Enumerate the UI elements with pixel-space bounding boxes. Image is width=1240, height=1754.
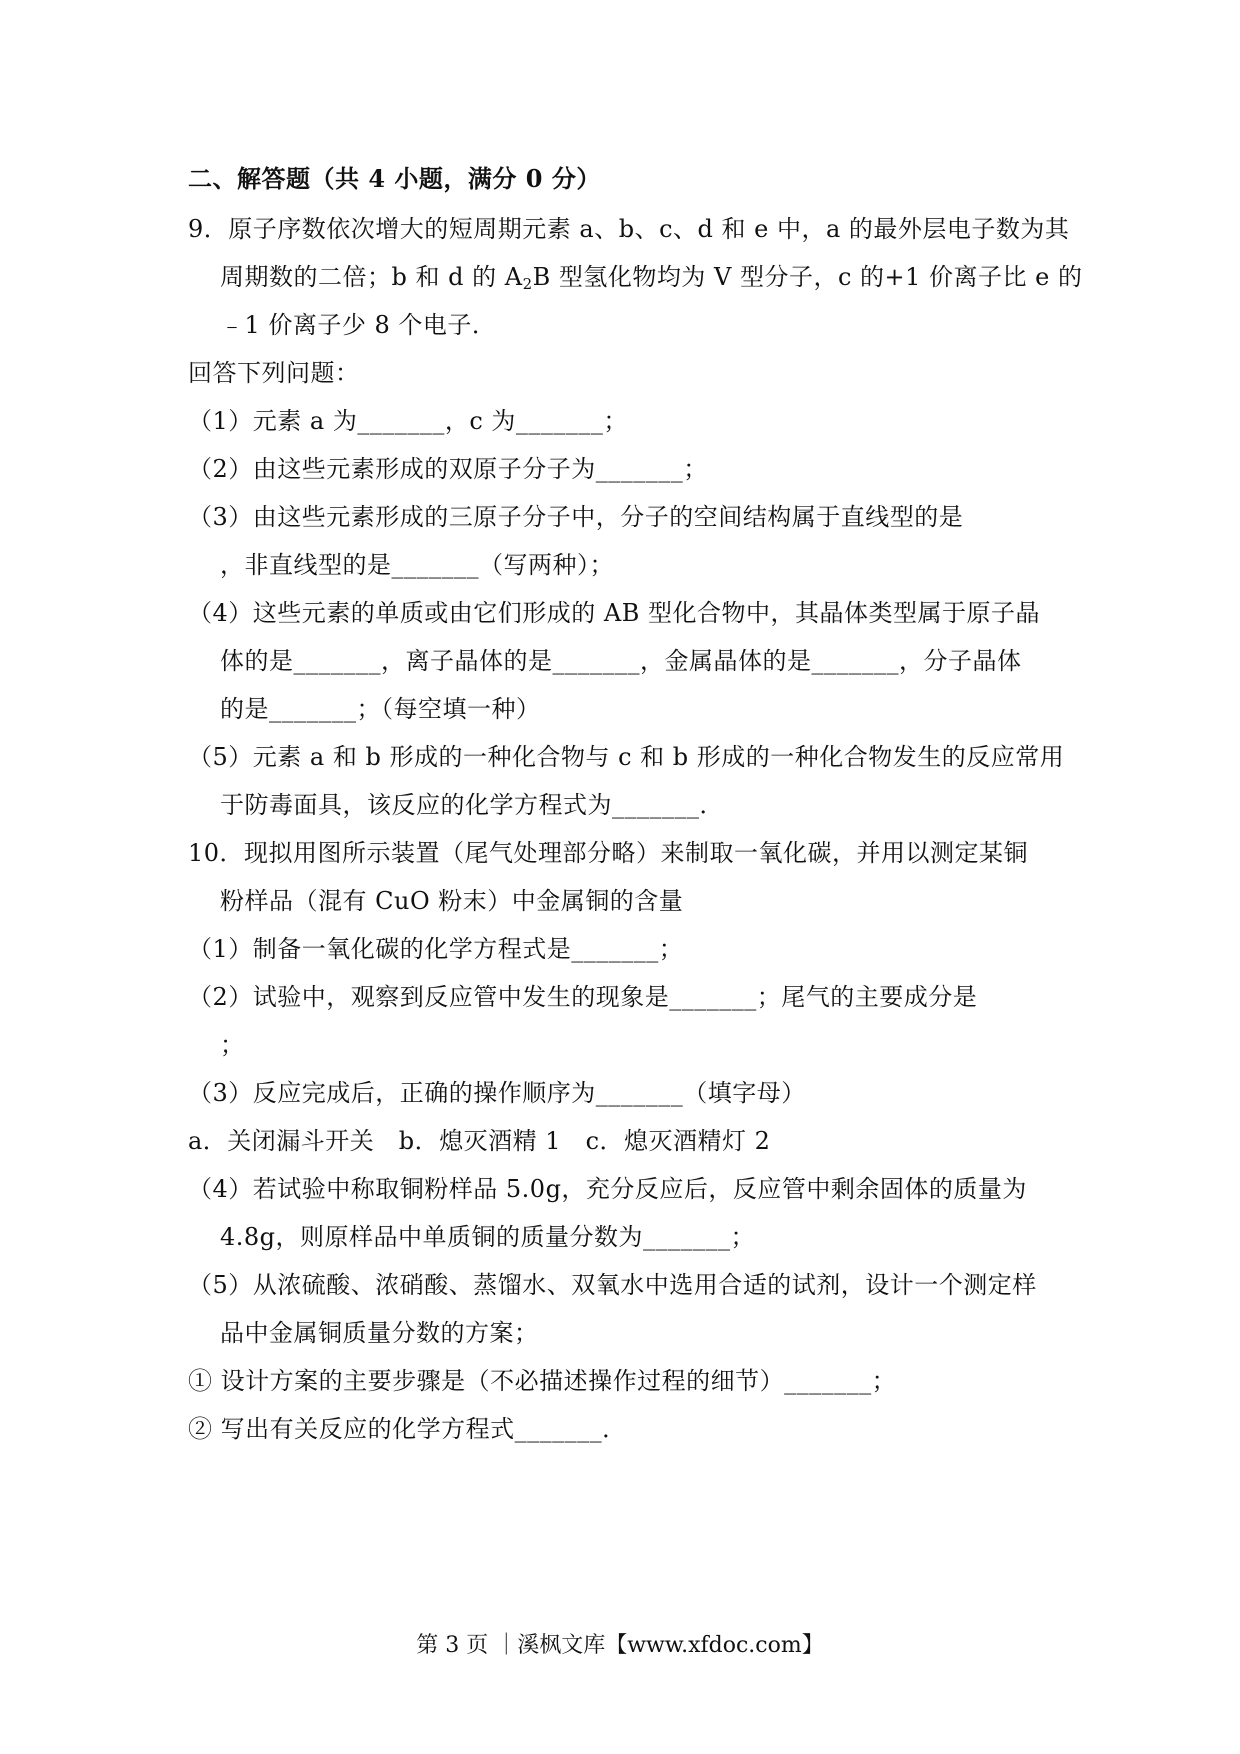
question-9-line-3: ﹣1 价离子少 8 个电子． xyxy=(220,311,497,339)
question-9-part-4-line-2: 体的是_______，离子晶体的是_______，金属晶体的是_______，分子晶体 xyxy=(220,647,1022,675)
question-10-options: a．关闭漏斗开关 b．熄灭酒精 1 c．熄灭酒精灯 2 xyxy=(188,1127,771,1155)
question-10-part-5-line-1: （5）从浓硫酸、浓硝酸、蒸馏水、双氧水中选用合适的试剂，设计一个测定样 xyxy=(188,1271,1037,1299)
question-10-line-2: 粉样品（混有 CuO 粉末）中金属铜的含量 xyxy=(220,887,684,915)
question-9-line-2 xyxy=(220,262,1083,299)
question-9-part-5-line-1: （5）元素 a 和 b 形成的一种化合物与 c 和 b 形成的一种化合物发生的反应常用 xyxy=(188,743,1065,771)
question-9-part-2: （2）由这些元素形成的双原子分子为_______； xyxy=(188,455,708,483)
question-10-step-1: ① 设计方案的主要步骤是（不必描述操作过程的细节）_______； xyxy=(188,1367,897,1395)
question-9-part-3-line-2: ，非直线型的是_______（写两种）； xyxy=(220,551,614,579)
question-9-part-1: （1）元素 a 为_______，c 为_______； xyxy=(188,407,628,435)
question-10-part-3: （3）反应完成后，正确的操作顺序为_______（填字母） xyxy=(188,1079,806,1107)
question-9-part-5-line-2: 于防毒面具，该反应的化学方程式为_______． xyxy=(220,791,724,819)
question-9-part-4-line-1: （4）这些元素的单质或由它们形成的 AB 型化合物中，其晶体类型属于原子晶 xyxy=(188,599,1040,627)
question-10-step-2: ② 写出有关反应的化学方程式_______． xyxy=(188,1415,627,1443)
question-10-part-1: （1）制备一氧化碳的化学方程式是_______； xyxy=(188,935,684,963)
page-footer: 第 3 页 ｜溪枫文库【www.xfdoc.com】 xyxy=(416,1633,824,1658)
answer-prompt: 回答下列问题： xyxy=(188,359,360,387)
subscript-2: 2 xyxy=(522,275,533,293)
question-9-part-3-line-1: （3）由这些元素形成的三原子分子中，分子的空间结构属于直线型的是 xyxy=(188,503,964,531)
question-9-line-2-pre: 周期数的二倍；b 和 d 的 A xyxy=(220,263,523,291)
question-9-line-1: 9．原子序数依次增大的短周期元素 a、b、c、d 和 e 中，a 的最外层电子数为其 xyxy=(188,215,1070,243)
question-10-part-4-line-1: （4）若试验中称取铜粉样品 5.0g，充分反应后，反应管中剩余固体的质量为 xyxy=(188,1175,1027,1203)
section-title: 二、解答题（共 4 小题，满分 0 分） xyxy=(188,164,601,193)
question-9-part-4-line-3: 的是_______；（每空填一种） xyxy=(220,695,541,723)
question-10-part-2-line-1: （2）试验中，观察到反应管中发生的现象是_______；尾气的主要成分是 xyxy=(188,983,978,1011)
question-10-part-5-line-2: 品中金属铜质量分数的方案； xyxy=(220,1319,539,1347)
question-10-part-2-line-2: ； xyxy=(220,1031,245,1059)
question-10-part-4-line-2: 4.8g，则原样品中单质铜的质量分数为_______； xyxy=(220,1223,756,1251)
question-9-line-2-post: B 型氢化物均为 V 型分子，c 的+1 价离子比 e 的 xyxy=(532,263,1083,291)
question-10-line-1: 10．现拟用图所示装置（尾气处理部分略）来制取一氧化碳，并用以测定某铜 xyxy=(188,839,1029,867)
